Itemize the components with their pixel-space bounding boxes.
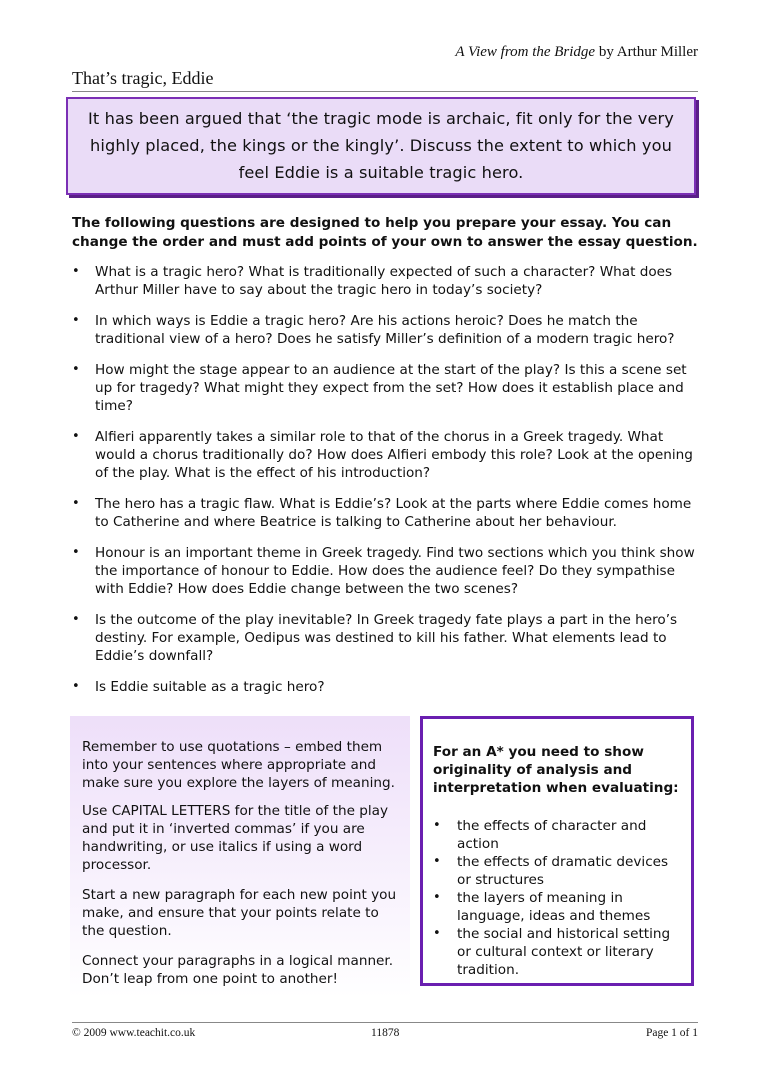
bullet-icon: • — [72, 496, 80, 511]
list-item: • What is a tragic hero? What is traditionally expected of such a character? What does Arthur Miller have to say about the tragic hero in today’s society? — [72, 264, 673, 298]
list-item: • In which ways is Eddie a tragic hero? Are his actions heroic? Does he match the traditional view of a hero? Does he satisfy Miller’s definition of a modern tragic hero? — [72, 313, 675, 347]
bullet-icon: • — [433, 818, 441, 833]
list-item: • the effects of character and action — [433, 818, 647, 852]
list-item: • The hero has a tragic flaw. What is Eddie’s? Look at the parts where Eddie comes home to Catherine and where Beatrice is talking to Catherine about her behaviour. — [72, 496, 692, 530]
list-item: • Is Eddie suitable as a tragic hero? — [72, 679, 325, 695]
writing-tips-box — [70, 716, 410, 998]
footer-page-number: Page 1 of 1 — [645, 1027, 698, 1039]
page-title: That’s tragic, Eddie — [72, 68, 214, 88]
bullet-icon: • — [433, 854, 441, 869]
header-divider — [72, 91, 698, 92]
tip-quotations: Remember to use quotations – embed them into your sentences where appropriate and make sure you explore the layers of meaning. — [82, 739, 395, 791]
list-item: • Is the outcome of the play inevitable? In Greek tragedy fate plays a part in the hero’s destiny. For example, Oedipus was destined to kill his father. What elements lead to Eddie’s downfall? — [72, 612, 678, 664]
tip-capitals: Use CAPITAL LETTERS for the title of the play and put it in ‘inverted commas’ if you are handwriting, or use italics if using a word processor. — [82, 803, 389, 873]
footer-divider — [72, 1022, 698, 1023]
footer-copyright: © 2009 www.teachit.co.uk — [72, 1027, 196, 1039]
intro-text: The following questions are designed to help you prepare your essay. You can change the order and must add points of your own to answer the essay question. — [72, 215, 698, 250]
list-item: • Alfieri apparently takes a similar role to that of the chorus in a Greek tragedy. What would a chorus traditionally do? How does Alfieri embody this role? Look at the opening of the play. What is the effect of his introduction? — [72, 429, 693, 481]
document-header — [455, 44, 698, 61]
a-star-box — [420, 716, 694, 986]
footer-code: 11878 — [371, 1027, 400, 1039]
list-item: • the social and historical setting or cultural context or literary tradition. — [433, 926, 671, 978]
bullet-icon: • — [72, 362, 80, 377]
essay-prompt-box — [66, 97, 696, 195]
author-credit: by Arthur Miller — [595, 44, 698, 60]
a-star-heading: For an A* you need to show originality of analysis and interpretation when evaluating: — [433, 744, 679, 796]
bullet-icon: • — [72, 429, 80, 444]
list-item: • the layers of meaning in language, ideas and themes — [433, 890, 651, 924]
bullet-icon: • — [433, 890, 441, 905]
list-item: • Honour is an important theme in Greek tragedy. Find two sections which you think show the importance of honour to Eddie. How does the audience feel? Do they sympathise with Eddie? How does Eddie change between the two scenes? — [72, 545, 695, 597]
bullet-icon: • — [72, 264, 80, 279]
bullet-icon: • — [72, 313, 80, 328]
list-item: • the effects of dramatic devices or structures — [433, 854, 669, 888]
bullet-icon: • — [433, 926, 441, 941]
italics-example: italics — [218, 839, 258, 855]
a-star-list — [433, 817, 683, 979]
bullet-icon: • — [72, 679, 80, 694]
bullet-icon: • — [72, 612, 80, 627]
essay-prompt-text: It has been argued that ‘the tragic mode is archaic, fit only for the very highly placed, the kings or the kingly’. Discuss the extent to which you feel Eddie is a suitable tragic hero. — [88, 109, 674, 182]
bullet-icon: • — [72, 545, 80, 560]
tip-connect: Connect your paragraphs in a logical manner. Don’t leap from one point to another! — [82, 953, 394, 987]
list-item: • How might the stage appear to an audience at the start of the play? Is this a scene set up for tragedy? What might they expect from the set? How does it establish place and time? — [72, 362, 687, 414]
play-title: A View from the Bridge — [455, 44, 596, 60]
tip-paragraphs: Start a new paragraph for each new point you make, and ensure that your points relate to the question. — [82, 887, 397, 939]
question-list — [72, 263, 702, 696]
